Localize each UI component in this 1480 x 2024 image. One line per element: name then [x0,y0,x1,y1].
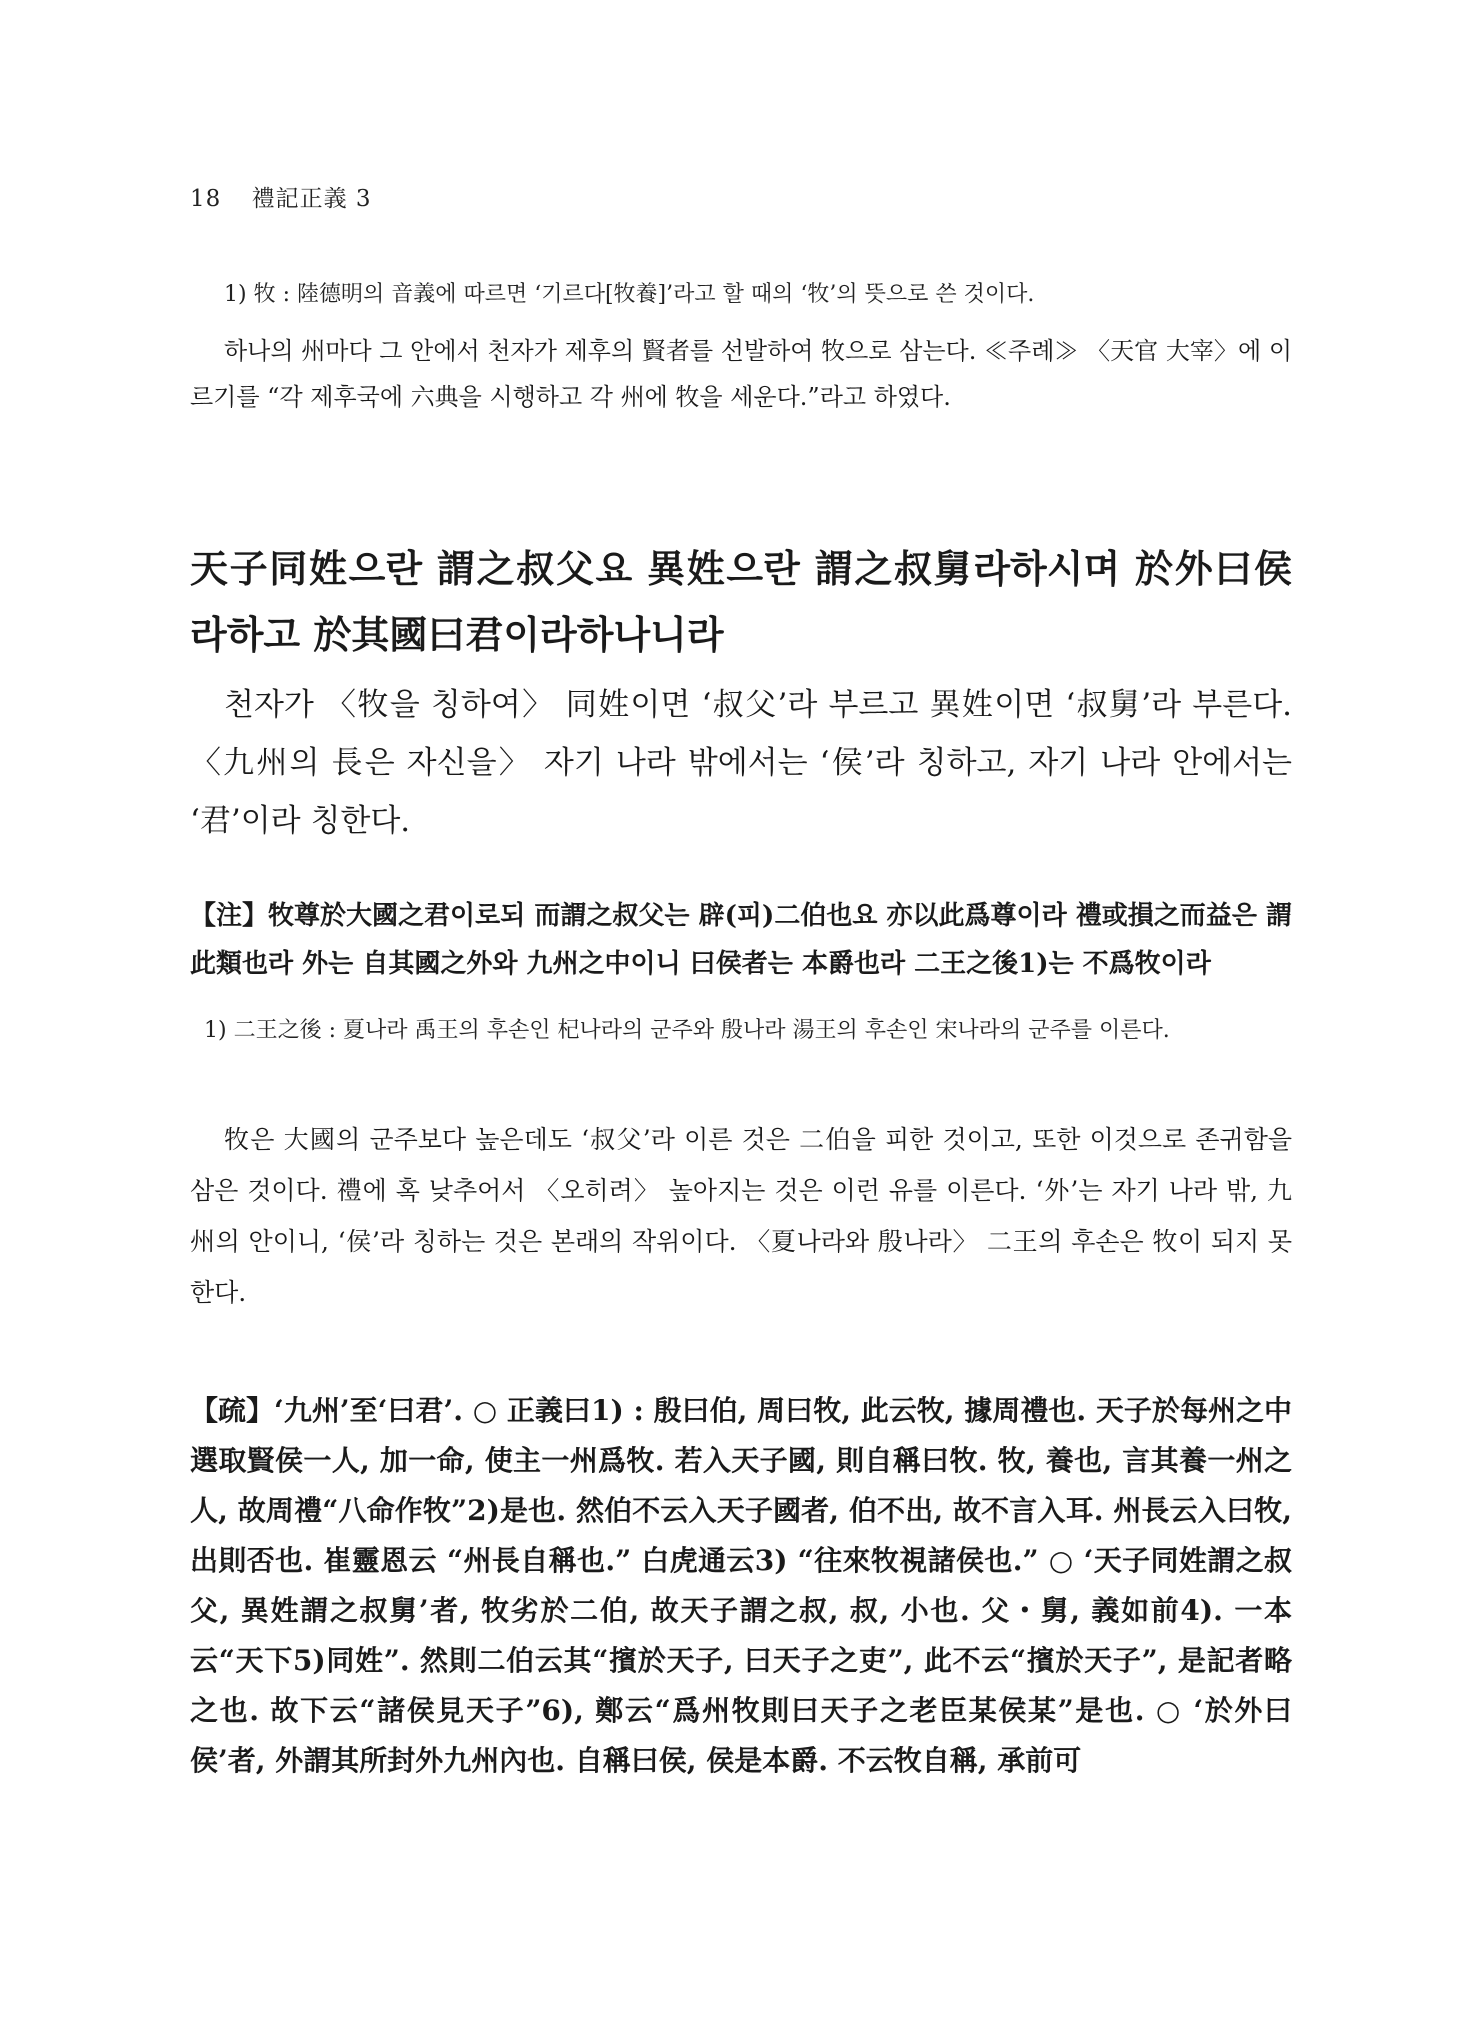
note-translation-block [190,1114,1292,1318]
main-translation-block [190,676,1292,850]
commentary-block [190,1386,1292,1786]
main-classical-text: 天子同姓으란 謂之叔父요 異姓으란 謂之叔舅라하시며 於外曰侯라하고 於其國曰君이라하나니라 [190,546,1292,657]
main-text-block [190,536,1292,668]
book-title: 禮記正義 3 [251,186,372,212]
note-footnote-block [190,1008,1292,1054]
commentary-paragraph: 【疏】‘九州’至‘曰君’. ○ 正義曰1) : 殷曰伯, 周曰牧, 此云牧, 據周禮也. 天子於每州之中選取賢侯一人, 加一命, 使主一州爲牧. 若入天子國, 則自稱曰牧. 牧, 養也, 言其養一州之人, 故周禮“八命作牧”2)是也. 然伯不云入天子國者, 伯不出, 故不言入耳. 州長云入曰牧, 出則否也. 崔靈恩云 “州長自稱也.” 白虎通云3) “往來牧視諸侯也.” ○ ‘天子同姓謂之叔父, 異姓謂之叔舅’者, 牧劣於二伯, 故天子謂之叔, 叔, 小也. 父・舅, 義如前4). 一本云“天下5)同姓”. 然則二伯云其“擯於天子, 曰天子之吏”, 此不云“擯於天子”, 是記者略之也. 故下云“諸侯見天子”6), 鄭云“爲州牧則曰天子之老臣某侯某”是也. ○ ‘於外曰侯’者, 外謂其所封外九州內也. 自稱曰侯, 侯是本爵. 不云牧自稱, 承前可 [190,1394,1292,1777]
note-translation-paragraph: 牧은 大國의 군주보다 높은데도 ‘叔父’라 이른 것은 二伯을 피한 것이고, 또한 이것으로 존귀함을 삼은 것이다. 禮에 혹 낮추어서 〈오히려〉 높아지는 것은 이런 유를 이른다. ‘外’는 자기 나라 밖, 九州의 안이니, ‘侯’라 칭하는 것은 본래의 작위이다. 〈夏나라와 殷나라〉 二王의 후손은 牧이 되지 못한다. [190,1125,1292,1307]
note-footnote: 1) 二王之後 : 夏나라 禹王의 후손인 杞나라의 군주와 殷나라 湯王의 후손인 宋나라의 군주를 이른다. [204,1018,1170,1043]
page-header [190,180,372,213]
translation-1-block [190,328,1292,420]
note-block [190,892,1292,988]
main-translation-paragraph: 천자가 〈牧을 칭하여〉 同姓이면 ‘叔父’라 부르고 異姓이면 ‘叔舅’라 부른다. 〈九州의 長은 자신을〉 자기 나라 밖에서는 ‘侯’라 칭하고, 자기 나라 안에서는 ‘君’이라 칭한다. [190,687,1292,839]
commentary-note: 【注】牧尊於大國之君이로되 而謂之叔父는 辟(피)二伯也요 亦以此爲尊이라 禮或損之而益은 謂此類也라 外는 自其國之外와 九州之中이니 曰侯者는 本爵也라 二王之後1)는 不爲牧이라 [190,901,1292,979]
page-number: 18 [190,186,222,212]
footnote-top-block [190,272,1292,318]
footnote-top: 1) 牧 : 陸德明의 音義에 따르면 ‘기르다[牧養]’라고 할 때의 ‘牧’의 뜻으로 쓴 것이다. [224,282,1035,307]
translation-paragraph-1: 하나의 州마다 그 안에서 천자가 제후의 賢者를 선발하여 牧으로 삼는다. ≪주례≫ 〈天官 大宰〉에 이르기를 “각 제후국에 六典을 시행하고 각 州에 牧을 세운다.”라고 하였다. [190,337,1292,411]
